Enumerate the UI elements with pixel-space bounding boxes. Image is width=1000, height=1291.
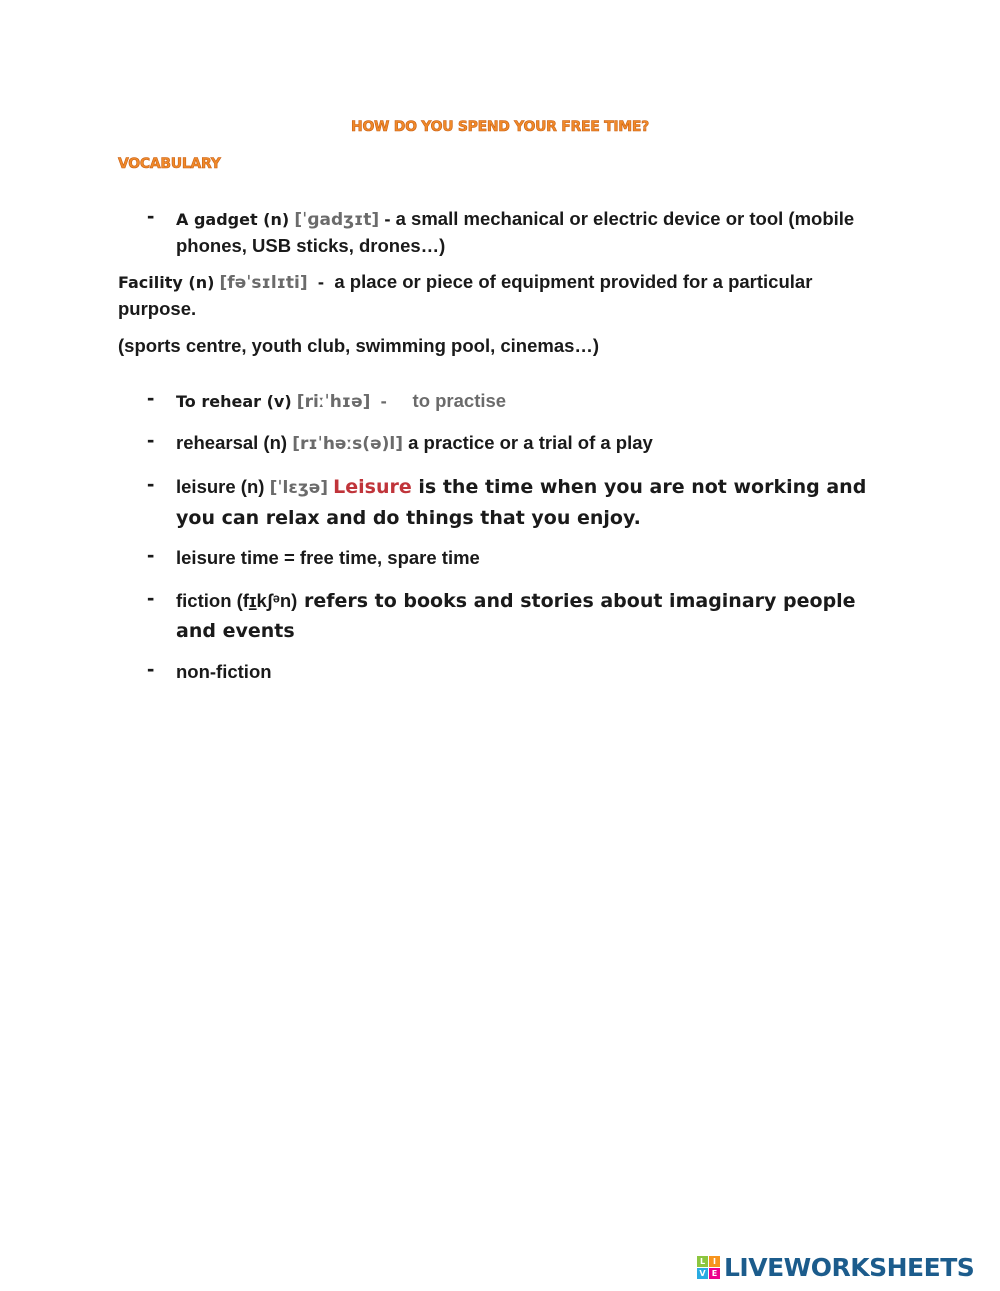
- bullet-dash: -: [147, 542, 155, 567]
- list-item-non-fiction: [147, 656, 876, 685]
- bullet-dash: -: [147, 585, 155, 610]
- logo-text: LIVEWORKSHEETS: [724, 1253, 975, 1282]
- definition: - a place or piece of equipment provided for a particular purpose.: [118, 271, 818, 319]
- definition: is the time when you are not working and you can relax and do things that you enjoy.: [176, 476, 867, 529]
- term: To rehear (v): [176, 392, 292, 411]
- highlight-word: Leisure: [333, 476, 412, 498]
- term: leisure (n): [176, 476, 265, 497]
- list-item-leisure-time: [147, 542, 876, 571]
- liveworksheets-logo: [697, 1253, 974, 1282]
- list-item-rehearsal: [147, 427, 876, 457]
- section-title: VOCABULARY: [118, 156, 221, 172]
- bullet-dash: -: [147, 385, 155, 410]
- list-item-rehear: [147, 385, 876, 415]
- page-title: HOW DO YOU SPEND YOUR FREE TIME?: [351, 119, 649, 135]
- ipa: [riːˈhɪə]: [296, 392, 371, 412]
- text: leisure time = free time, spare time: [176, 547, 480, 568]
- ipa: [ˈɡadʒɪt]: [294, 210, 380, 230]
- logo-mark-e: E: [709, 1268, 720, 1279]
- logo-mark-icon: [697, 1256, 720, 1279]
- ipa: [fəˈsɪlɪti]: [219, 273, 308, 293]
- definition: to practise: [412, 390, 507, 411]
- ipa: [ˈlɛʒə]: [269, 478, 329, 498]
- list-item-fiction: [147, 585, 876, 646]
- definition: a practice or a trial of a play: [402, 432, 653, 453]
- bullet-dash: -: [147, 427, 155, 452]
- definition: refers to books and stories about imaginary people and events: [176, 590, 856, 642]
- list-item-leisure: [147, 471, 876, 533]
- logo-mark-i: I: [709, 1256, 720, 1267]
- logo-mark-v: V: [697, 1268, 708, 1279]
- bullet-dash: -: [147, 471, 155, 496]
- term: A gadget (n): [176, 210, 290, 229]
- text: non-fiction: [176, 661, 272, 682]
- term: Facility (n): [118, 273, 215, 292]
- paragraph-facility: [118, 269, 858, 322]
- list-item-gadget: [147, 203, 876, 259]
- paragraph-facility-examples: (sports centre, youth club, swimming pool, cinemas…): [118, 335, 600, 356]
- logo-mark-l: L: [697, 1256, 708, 1267]
- bullet-dash: -: [147, 656, 155, 681]
- term: rehearsal (n): [176, 432, 288, 453]
- term: fiction (fɪ̠kʃᵊn): [176, 590, 298, 611]
- separator: -: [370, 390, 413, 411]
- definition: - a small mechanical or electric device or tool (mobile phones, USB sticks, drones…): [176, 208, 855, 256]
- bullet-dash: -: [147, 203, 155, 228]
- ipa: [rɪˈhəːs(ə)l]: [292, 434, 403, 454]
